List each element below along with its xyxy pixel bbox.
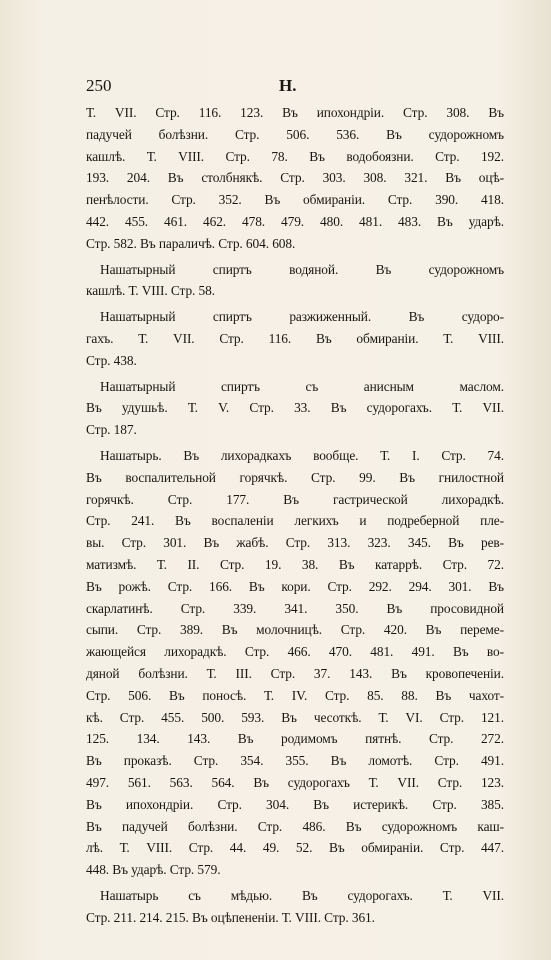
text-line: кѣ. Стр. 455. 500. 593. Въ чесоткѣ. Т. VI. Стр. 121. [86, 709, 504, 725]
index-entry [86, 306, 504, 371]
entry-heading-line: Нашатырный спиртъ разжиженный. Въ судоро- [100, 309, 504, 325]
index-body [86, 102, 504, 932]
text-line: 193. 204. Въ столбнякѣ. Стр. 303. 308. 321. Въ оцѣ- [86, 170, 504, 186]
text-line: скарлатинѣ. Стр. 339. 341. 350. Въ просовидной [86, 600, 504, 616]
text-line: вы. Стр. 301. Въ жабѣ. Стр. 313. 323. 345. Въ рев- [86, 535, 504, 551]
text-line: Въ рожѣ. Стр. 166. Въ кори. Стр. 292. 294. 301. Въ [86, 578, 504, 594]
text-line: 125. 134. 143. Въ родимомъ пятнѣ. Стр. 272. [86, 731, 504, 747]
entry-heading-line: Нашатырь. Въ лихорадкахъ вообще. Т. I. Стр. 74. [100, 447, 504, 463]
page-number: 250 [86, 76, 112, 95]
text-line: Стр. 187. [86, 422, 137, 438]
entry-heading-line: Нашатырный спиртъ водяной. Въ судорожномъ [100, 261, 504, 277]
page-header [86, 76, 504, 98]
text-line: Стр. 241. Въ воспаленіи легкихъ и подреберной пле- [86, 513, 504, 529]
text-line: Въ проказѣ. Стр. 354. 355. Въ ломотѣ. Стр. 491. [86, 753, 504, 769]
entry-heading-line: Нашатырный спиртъ съ анисным маслом. [100, 378, 504, 394]
text-line: матизмѣ. Т. II. Стр. 19. 38. Въ катаррѣ. Стр. 72. [86, 556, 504, 572]
text-line: кашлѣ. Т. VIII. Стр. 58. [86, 283, 215, 299]
text-line: Въ удушьѣ. Т. V. Стр. 33. Въ судорогахъ. Т. VII. [86, 400, 504, 416]
text-line: Въ падучей болѣзни. Стр. 486. Въ судорожномъ каш- [86, 818, 504, 834]
text-line: пенѣлости. Стр. 352. Въ обмираніи. Стр. 390. 418. [86, 192, 504, 208]
text-line: падучей болѣзни. Стр. 506. 536. Въ судорожномъ [86, 126, 504, 142]
index-entry-continuation [86, 102, 504, 255]
text-line: жающейся лихорадкѣ. Стр. 466. 470. 481. 491. Въ во- [86, 644, 504, 660]
text-line: Въ ипохондріи. Стр. 304. Въ истерикѣ. Стр. 385. [86, 796, 504, 812]
text-line: кашлѣ. Т. VIII. Стр. 78. Въ водобоязни. Стр. 192. [86, 148, 504, 164]
text-line: 442. 455. 461. 462. 478. 479. 480. 481. 483. Въ ударѣ. [86, 213, 504, 229]
text-line: 448. Въ ударѣ. Стр. 579. [86, 862, 221, 878]
entry-heading-line: Нашатырь съ мѣдью. Въ судорогахъ. Т. VII. [100, 887, 504, 903]
text-line: Стр. 438. [86, 352, 137, 368]
text-line: лѣ. Т. VIII. Стр. 44. 49. 52. Въ обмираніи. Стр. 447. [86, 840, 504, 856]
text-line: горячкѣ. Стр. 177. Въ гастрической лихорадкѣ. [86, 491, 504, 507]
text-line: Стр. 506. Въ поносѣ. Т. IV. Стр. 85. 88. Въ чахот- [86, 687, 504, 703]
text-line: сыпи. Стр. 389. Въ молочницѣ. Стр. 420. Въ переме- [86, 622, 504, 638]
index-entry [86, 885, 504, 929]
text-line: Стр. 211. 214. 215. Въ оцѣпененіи. Т. VIII. Стр. 361. [86, 909, 375, 925]
text-line: дяной болѣзни. Т. III. Стр. 37. 143. Въ кровопеченіи. [86, 665, 504, 681]
index-entry [86, 376, 504, 441]
running-head: Н. [279, 76, 297, 95]
text-line: 497. 561. 563. 564. Въ судорогахъ Т. VII. Стр. 123. [86, 774, 504, 790]
text-line: Стр. 582. Въ параличѣ. Стр. 604. 608. [86, 235, 296, 251]
index-entry [86, 259, 504, 303]
text-line: Т. VII. Стр. 116. 123. Въ ипохондріи. Стр. 308. Въ [86, 105, 504, 120]
text-line: гахъ. Т. VII. Стр. 116. Въ обмираніи. Т. VIII. [86, 330, 504, 346]
index-entry [86, 445, 504, 881]
text-line: Въ воспалительной горячкѣ. Стр. 99. Въ гнилостной [86, 469, 504, 485]
